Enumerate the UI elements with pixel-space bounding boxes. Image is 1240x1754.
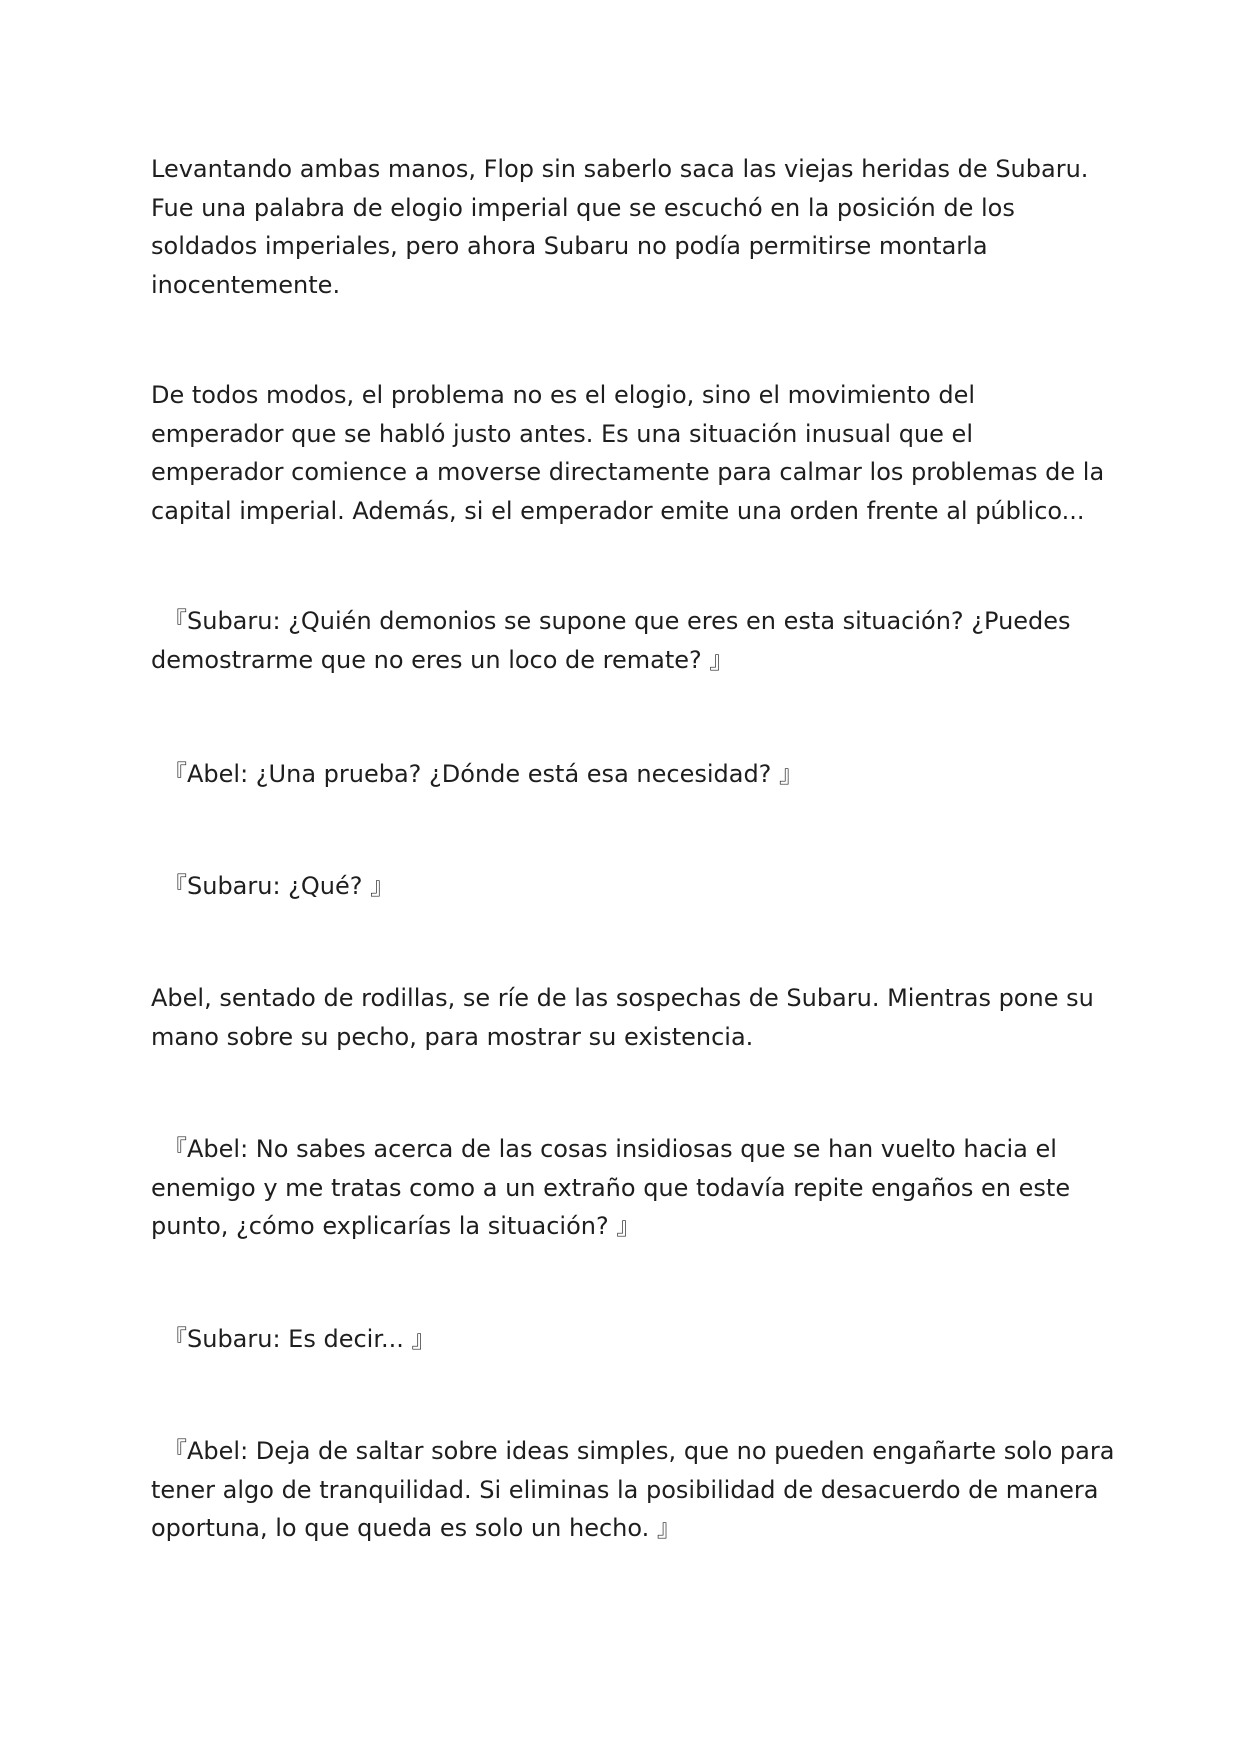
text-line: 『Subaru: ¿Qué? 』 xyxy=(151,872,395,900)
narration-paragraph xyxy=(151,150,1101,304)
text-line: mano sobre su pecho, para mostrar su existencia. xyxy=(151,1022,754,1051)
dialogue-line xyxy=(151,867,1101,906)
text-line: enemigo y me tratas como a un extraño que todavía repite engaños en este xyxy=(151,1173,1071,1202)
text-line: 『Abel: ¿Una prueba? ¿Dónde está esa necesidad? 』 xyxy=(151,760,804,788)
narration-paragraph xyxy=(151,979,1101,1056)
text-line: Fue una palabra de elogio imperial que se escuchó en la posición de los xyxy=(151,193,1015,222)
text-line: demostrarme que no eres un loco de remate? 』 xyxy=(151,645,734,674)
text-line: Abel, sentado de rodillas, se ríe de las sospechas de Subaru. Mientras pone su xyxy=(151,984,1094,1012)
text-line: oportuna, lo que queda es solo un hecho. 』 xyxy=(151,1514,681,1542)
narration-paragraph xyxy=(151,376,1105,530)
text-line: soldados imperiales, pero ahora Subaru no podía permitirse montarla xyxy=(151,232,988,260)
text-line: 『Abel: Deja de saltar sobre ideas simples, que no pueden engañarte solo para xyxy=(151,1437,1115,1465)
text-line: 『Subaru: Es decir... 』 xyxy=(151,1325,436,1353)
text-line: capital imperial. Además, si el emperador emite una orden frente al público... xyxy=(151,496,1085,525)
dialogue-line xyxy=(151,1320,1101,1359)
text-line: Levantando ambas manos, Flop sin saberlo saca las viejas heridas de Subaru. xyxy=(151,155,1089,183)
text-line: De todos modos, el problema no es el elogio, sino el movimiento del xyxy=(151,381,976,409)
text-line: punto, ¿cómo explicarías la situación? 』 xyxy=(151,1212,641,1240)
dialogue-line xyxy=(151,755,1101,794)
dialogue-line xyxy=(151,1432,1115,1548)
text-line: emperador comience a moverse directamente para calmar los problemas de la xyxy=(151,458,1105,486)
text-line: 『Subaru: ¿Quién demonios se supone que eres en esta situación? ¿Puedes xyxy=(151,607,1071,635)
text-line: 『Abel: No sabes acerca de las cosas insidiosas que se han vuelto hacia el xyxy=(151,1135,1057,1163)
dialogue-line xyxy=(151,1130,1101,1246)
dialogue-line xyxy=(151,602,1101,679)
text-line: inocentemente. xyxy=(151,270,341,299)
text-line: tener algo de tranquilidad. Si eliminas la posibilidad de desacuerdo de manera xyxy=(151,1475,1099,1504)
text-line: emperador que se habló justo antes. Es una situación inusual que el xyxy=(151,419,973,448)
